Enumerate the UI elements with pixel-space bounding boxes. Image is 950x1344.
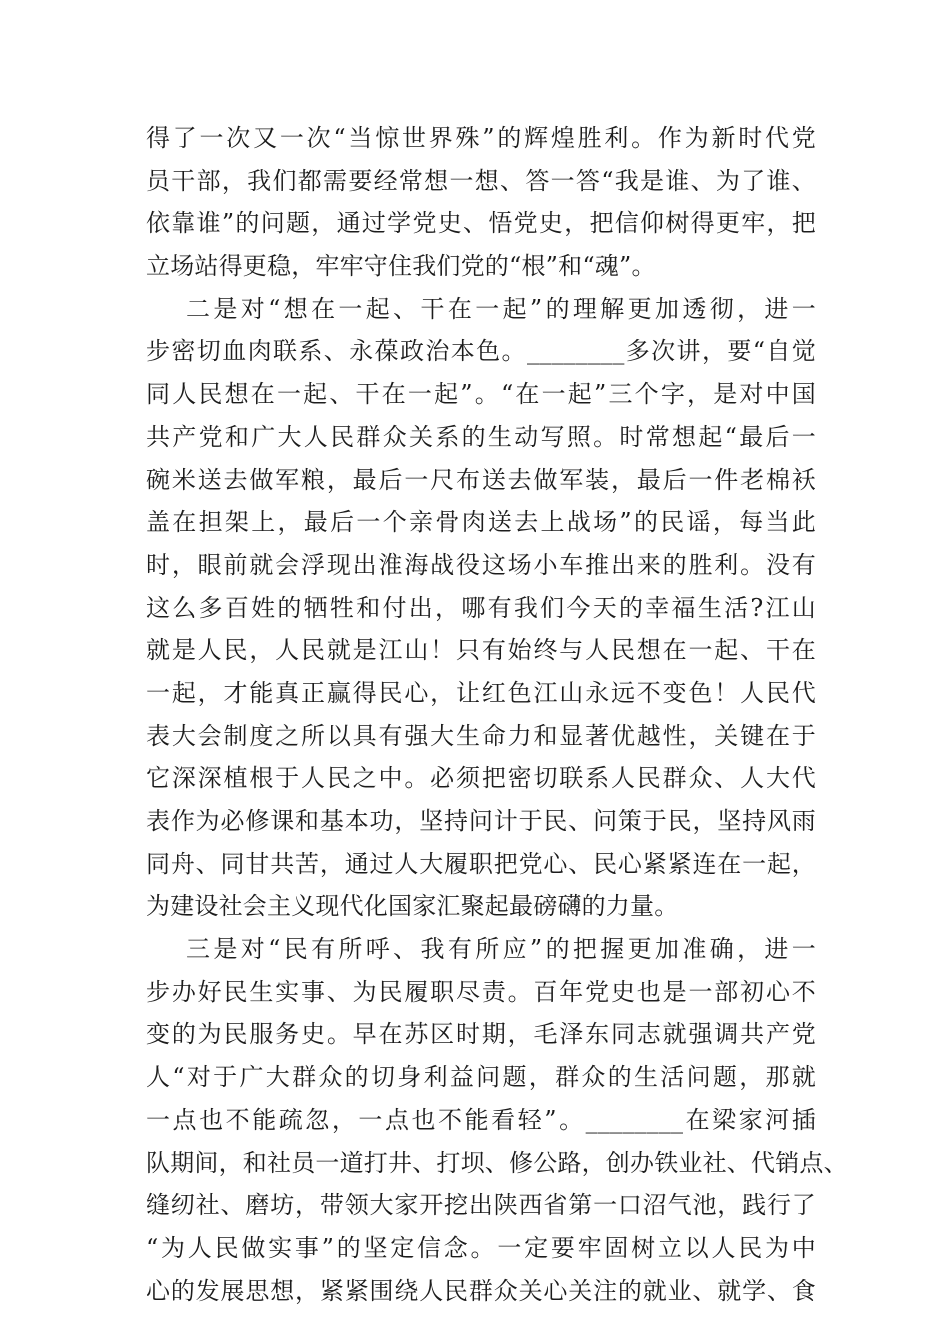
text-line: 员干部，我们都需要经常想一想、答一答“我是谁、为了谁、 bbox=[146, 166, 816, 195]
text-line: 立场站得更稳，牢牢守住我们党的“根”和“魂”。 bbox=[146, 252, 656, 281]
body-text bbox=[146, 117, 848, 1312]
text-line: 步密切血肉联系、永葆政治本色。________多次讲，要“自觉 bbox=[146, 337, 816, 366]
text-line: 缝纫社、磨坊，带领大家开挖出陕西省第一口沼气池，践行了 bbox=[146, 1191, 816, 1220]
text-line: 表大会制度之所以具有强大生命力和显著优越性，关键在于 bbox=[146, 721, 816, 750]
text-line: 一起，才能真正赢得民心，让红色江山永远不变色！人民代 bbox=[146, 678, 816, 707]
text-line: 它深深植根于人民之中。必须把密切联系人民群众、人大代 bbox=[146, 764, 816, 793]
paragraph-3-first-line: 三是对“民有所呼、我有所应”的把握更加准确，进一 bbox=[186, 935, 816, 964]
text-line: 一点也不能疏忽，一点也不能看轻”。________在梁家河插 bbox=[146, 1105, 816, 1134]
text-line: 步办好民生实事、为民履职尽责。百年党史也是一部初心不 bbox=[146, 977, 816, 1006]
text-line: 心的发展思想，紧紧围绕人民群众关心关注的就业、就学、食 bbox=[146, 1276, 816, 1305]
text-line: 时，眼前就会浮现出淮海战役这场小车推出来的胜利。没有 bbox=[146, 550, 816, 579]
text-line: 这么多百姓的牺牲和付出，哪有我们今天的幸福生活?江山 bbox=[146, 593, 816, 622]
text-line: 就是人民，人民就是江山！只有始终与人民想在一起、干在 bbox=[146, 636, 816, 665]
text-line: 表作为必修课和基本功，坚持问计于民、问策于民，坚持风雨 bbox=[146, 807, 816, 835]
text-line: 依靠谁”的问题，通过学党史、悟党史，把信仰树得更牢，把 bbox=[146, 209, 816, 238]
text-line: 人“对于广大群众的切身利益问题，群众的生活问题，那就 bbox=[146, 1063, 816, 1092]
text-line: 得了一次又一次“当惊世界殊”的辉煌胜利。作为新时代党 bbox=[146, 124, 816, 152]
text-line: “为人民做实事”的坚定信念。一定要牢固树立以人民为中 bbox=[146, 1233, 816, 1262]
text-line: 同人民想在一起、干在一起”。“在一起”三个字，是对中国 bbox=[146, 380, 816, 409]
text-line: 共产党和广大人民群众关系的生动写照。时常想起“最后一 bbox=[146, 422, 816, 451]
text-line: 队期间，和社员一道打井、打坝、修公路，创办铁业社、代销点、 bbox=[146, 1148, 848, 1177]
text-line: 盖在担架上，最后一个亲骨肉送去上战场”的民谣，每当此 bbox=[146, 508, 816, 537]
text-line: 同舟、同甘共苦，通过人大履职把党心、民心紧紧连在一起， bbox=[146, 849, 816, 878]
text-line: 为建设社会主义现代化国家汇聚起最磅礴的力量。 bbox=[146, 892, 679, 921]
text-line: 碗米送去做军粮，最后一尺布送去做军装，最后一件老棉袄 bbox=[146, 465, 816, 494]
text-line: 变的为民服务史。早在苏区时期，毛泽东同志就强调共产党 bbox=[146, 1020, 816, 1049]
paragraph-2-first-line: 二是对“想在一起、干在一起”的理解更加透彻，进一 bbox=[186, 294, 816, 323]
